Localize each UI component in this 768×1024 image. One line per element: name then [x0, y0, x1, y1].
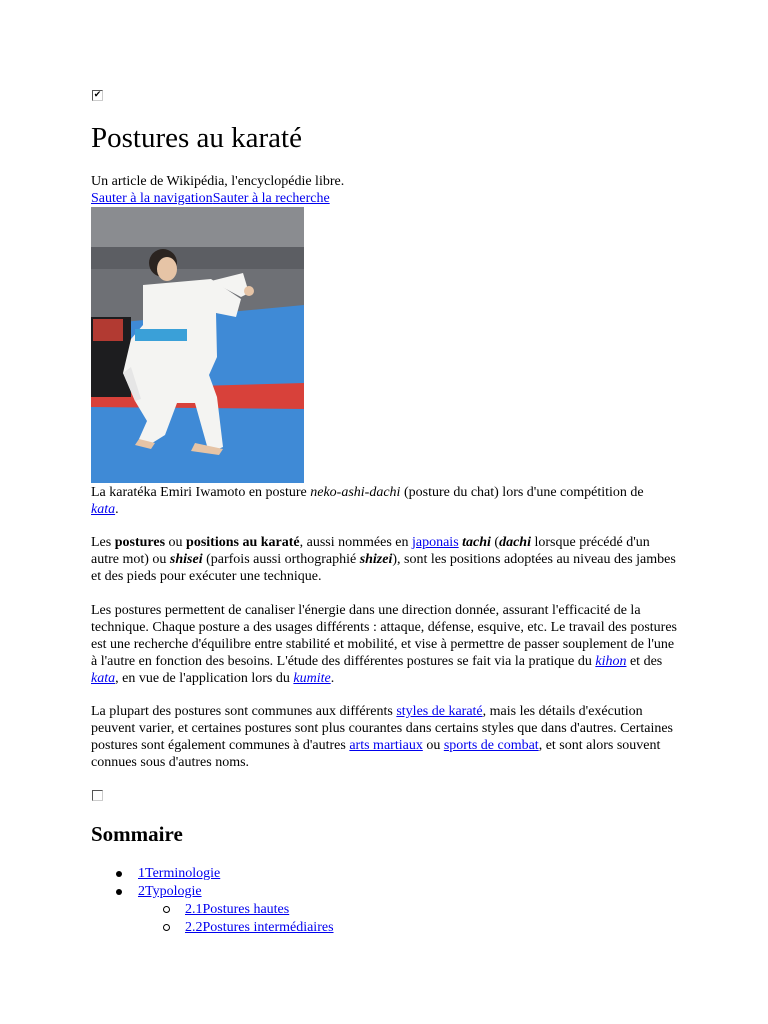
- caption-text: (posture du chat) lors d'une compétition de: [400, 485, 644, 500]
- sports-de-combat-link[interactable]: sports de combat: [443, 738, 539, 753]
- term-postures: postures: [114, 535, 166, 550]
- page-title: Postures au karaté: [91, 122, 302, 154]
- term-tachi: tachi: [462, 535, 491, 550]
- caption-text: La karatéka Emiri Iwamoto en posture: [91, 485, 311, 500]
- bullet-circle-icon: [163, 906, 170, 913]
- toc-toggle-checkbox[interactable]: [92, 790, 103, 801]
- toc-item-typologie[interactable]: [138, 883, 202, 900]
- bullet-disc-icon: [116, 871, 122, 877]
- term-positions: positions au karaté: [186, 535, 300, 550]
- intro-paragraph: Les postures ou positions au karaté, aussi nommées en japonais tachi (dachi lorsque précédé d'un autre mot) ou shisei (parfois aussi orthographié shizei), sont les positions adoptées au niveau des jambes et des pieds pour exécuter une technique.: [91, 535, 676, 584]
- body-paragraph-2: Les postures permettent de canaliser l'énergie dans une direction donnée, assurant l'efficacité de la technique. Chaque posture a des usages différents : attaque, défense, esquive, etc. Le travail des postures est une recherche d'équilibre entre stabilité et mobilité, et vise à permettre de passer souplement de l'une à l'autre en fonction des besoins. L'étude des différentes postures se fait via la pratique du kihon et des kata, en vue de l'application lors du kumite.: [91, 603, 677, 686]
- kumite-link[interactable]: kumite: [293, 671, 331, 686]
- arts-martiaux-link[interactable]: arts martiaux: [349, 738, 423, 753]
- japonais-link[interactable]: japonais: [411, 535, 459, 550]
- jump-to-navigation-link[interactable]: Sauter à la navigation: [91, 191, 213, 206]
- styles-de-karate-link[interactable]: styles de karaté: [396, 704, 483, 719]
- caption-text: .: [115, 502, 119, 517]
- kata-link[interactable]: kata: [91, 502, 116, 517]
- kihon-link[interactable]: kihon: [595, 654, 627, 669]
- caption-term: neko-ashi-dachi: [310, 485, 401, 500]
- toc-link[interactable]: 2.2Postures intermédiaires: [185, 920, 334, 935]
- figure-caption: [91, 484, 651, 518]
- bullet-circle-icon: [163, 924, 170, 931]
- bullet-disc-icon: [116, 889, 122, 895]
- toc-title: Sommaire: [91, 822, 183, 846]
- jump-to-search-link[interactable]: Sauter à la recherche: [212, 191, 330, 206]
- karateka-photo[interactable]: [91, 207, 304, 483]
- kata-link-2[interactable]: kata: [91, 671, 116, 686]
- toc-link[interactable]: 1Terminologie: [138, 866, 221, 881]
- toc-link[interactable]: 2Typologie: [138, 884, 202, 899]
- term-shisei: shisei: [169, 552, 203, 567]
- term-shizei: shizei: [359, 552, 393, 567]
- top-checkbox[interactable]: ✔: [93, 90, 102, 100]
- jump-links: [91, 190, 330, 207]
- toc-link[interactable]: 2.1Postures hautes: [185, 902, 290, 917]
- toc-item-postures-hautes[interactable]: [185, 901, 289, 918]
- site-tagline: Un article de Wikipédia, l'encyclopédie libre.: [91, 174, 345, 189]
- toc-item-terminologie[interactable]: [138, 865, 220, 882]
- term-dachi: dachi: [499, 535, 531, 550]
- toc-item-postures-intermediaires[interactable]: [185, 919, 334, 936]
- body-paragraph-3: La plupart des postures sont communes aux différents styles de karaté, mais les détails d'exécution peuvent varier, et certaines postures sont plus courantes dans certains styles que dans d'autres. Certaines postures sont également communes à d'autres arts martiaux ou sports de combat, et sont alors souvent connues sous d'autres noms.: [91, 704, 674, 770]
